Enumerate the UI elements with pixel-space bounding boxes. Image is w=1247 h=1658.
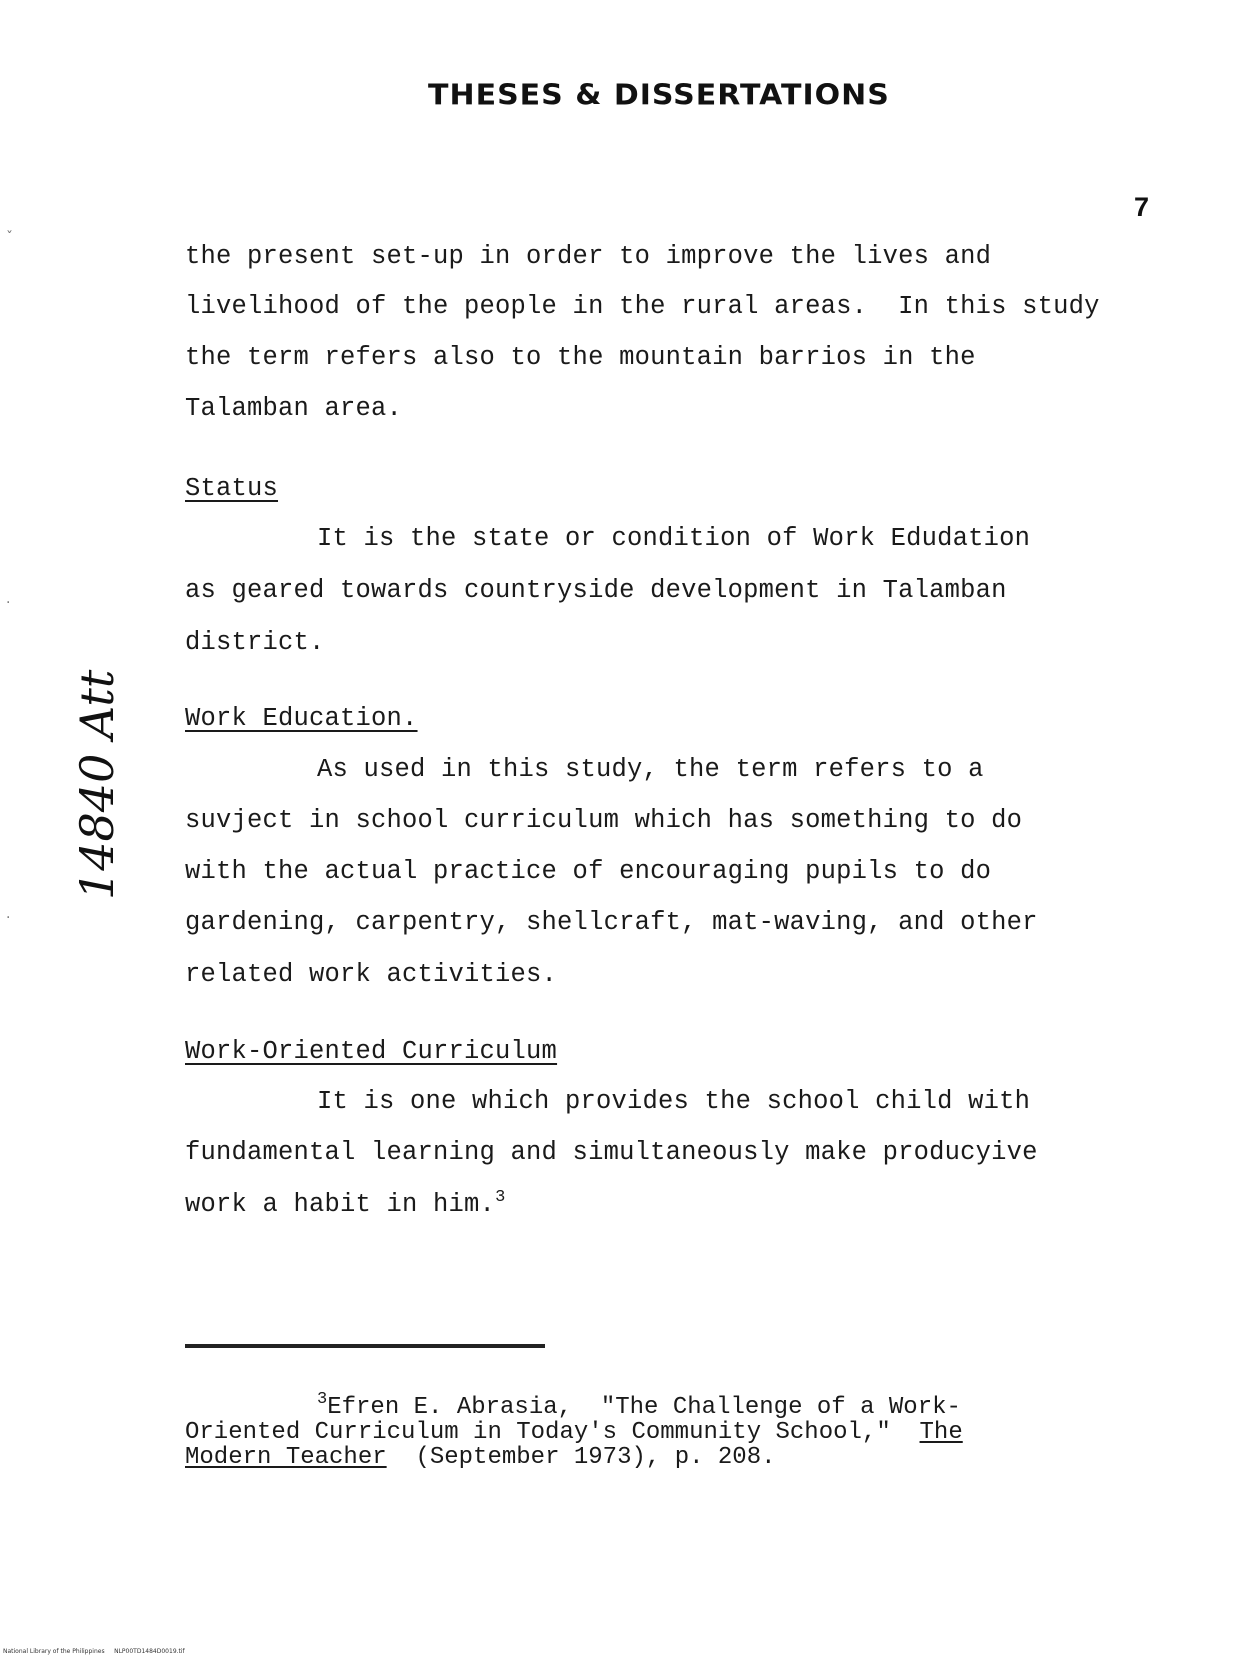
body-line: It is the state or condition of Work Edudation (317, 524, 1031, 553)
body-line: suvject in school curriculum which has something to do (185, 806, 1023, 835)
page-number: 7 (1133, 192, 1149, 222)
body-line: district. (185, 628, 325, 657)
footnote-line (185, 1445, 776, 1471)
section-heading-status: Status (185, 474, 279, 503)
scan-margin-mark: ˇ (6, 230, 13, 246)
theses-dissertations-stamp: THESES & DISSERTATIONS (428, 78, 890, 113)
footnote-text: Efren E. Abrasia, "The Challenge of a Work- (327, 1394, 961, 1421)
body-line: fundamental learning and simultaneously make producyive (185, 1138, 1038, 1167)
body-line: with the actual practice of encouraging pupils to do (185, 857, 992, 886)
body-line: the present set-up in order to improve the lives and (185, 242, 992, 271)
body-line: It is one which provides the school child with (317, 1087, 1031, 1116)
section-heading-work-oriented-curriculum: Work-Oriented Curriculum (185, 1037, 558, 1066)
body-line: As used in this study, the term refers to a (317, 755, 984, 784)
footnote-text: Oriented Curriculum in Today's Community School," (185, 1419, 920, 1446)
section-heading-work-education: Work Education. (185, 704, 418, 733)
scan-footer-label: National Library of the Philippines NLP00TD1484D0019.tif (3, 1648, 185, 1655)
footnote-divider (185, 1344, 545, 1348)
body-line: Talamban area. (185, 394, 403, 423)
body-line (185, 1190, 505, 1223)
footnote-journal-title: The (919, 1419, 963, 1446)
body-line: the term refers also to the mountain barrios in the (185, 343, 976, 372)
body-line: as geared towards countryside development in Talamban (185, 576, 1007, 605)
footnote-number: 3 (317, 1390, 328, 1409)
body-line: related work activities. (185, 960, 558, 989)
scan-margin-mark: · (6, 910, 11, 926)
handwritten-accession-note: 14840 Att (70, 669, 124, 900)
footnote-reference: 3 (495, 1188, 506, 1207)
body-line: livelihood of the people in the rural areas. In this study (185, 292, 1100, 321)
footnote-journal-title: Modern Teacher (185, 1444, 387, 1471)
body-line-text: work a habit in him. (185, 1190, 496, 1219)
footnote-line (185, 1420, 963, 1446)
body-line: gardening, carpentry, shellcraft, mat-waving, and other (185, 908, 1038, 937)
scan-margin-mark: · (6, 595, 11, 611)
footnote-text: (September 1973), p. 208. (386, 1444, 776, 1471)
